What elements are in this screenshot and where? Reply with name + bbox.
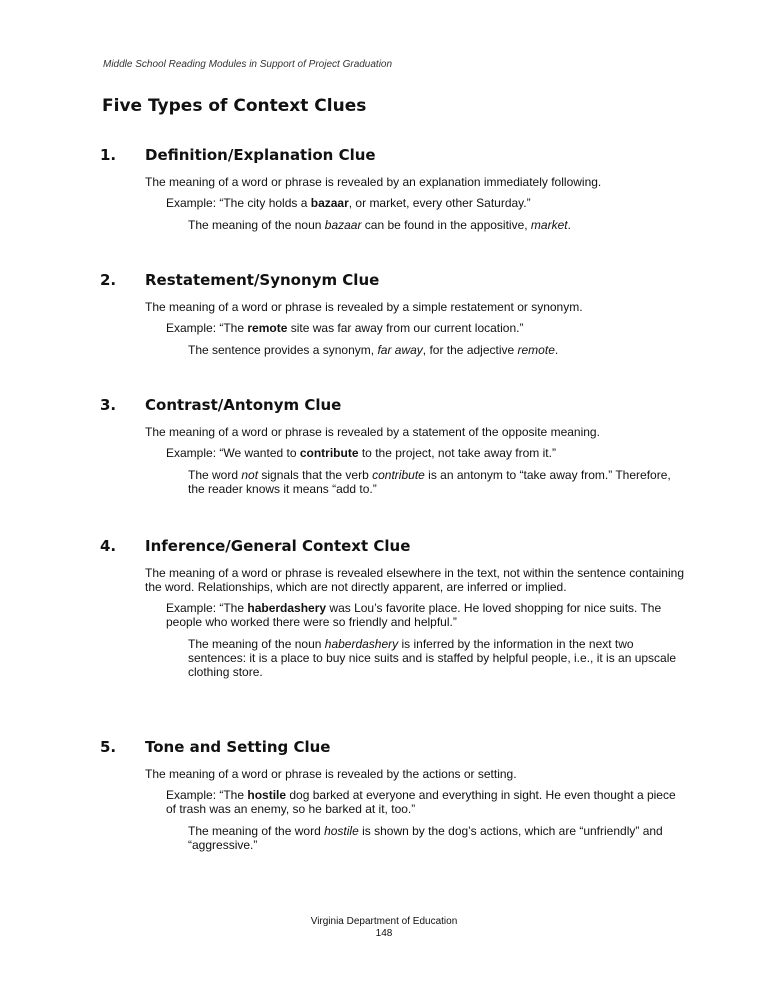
example-term: haberdashery bbox=[247, 601, 327, 615]
example-text: Example: “The bbox=[166, 788, 248, 802]
example-text: Example: “We wanted to bbox=[166, 446, 300, 460]
explanation-term: bazaar bbox=[324, 218, 362, 232]
clue-section bbox=[100, 146, 688, 232]
explanation-term: far away bbox=[377, 343, 423, 357]
example-text: Example: “The city holds a bbox=[166, 196, 311, 210]
explanation-text: The meaning of the word bbox=[188, 824, 325, 838]
clue-section bbox=[100, 537, 688, 679]
page-title: Five Types of Context Clues bbox=[102, 96, 367, 116]
running-header: Middle School Reading Modules in Support of Project Graduation bbox=[103, 59, 393, 70]
clue-heading-row bbox=[100, 271, 688, 289]
explanation-text: , for the adjective bbox=[422, 343, 518, 357]
clue-description: The meaning of a word or phrase is revealed by an explanation immediately following. bbox=[145, 175, 602, 189]
clue-heading-row bbox=[100, 738, 688, 756]
clue-heading-row bbox=[100, 146, 688, 164]
clue-number: 3. bbox=[100, 396, 117, 414]
clue-example bbox=[166, 321, 688, 335]
page-number: 148 bbox=[375, 928, 393, 939]
clue-number: 2. bbox=[100, 271, 117, 289]
explanation-text: is shown by the dog’s actions, which are “unfriendly” and “aggressive.” bbox=[188, 824, 663, 852]
clue-description: The meaning of a word or phrase is revealed by a simple restatement or synonym. bbox=[145, 300, 583, 314]
clue-heading: Definition/Explanation Clue bbox=[145, 146, 376, 164]
explanation-term: contribute bbox=[372, 468, 425, 482]
example-text: to the project, not take away from it.” bbox=[358, 446, 556, 460]
clue-description: The meaning of a word or phrase is revealed by the actions or setting. bbox=[145, 767, 517, 781]
explanation-text: signals that the verb bbox=[258, 468, 373, 482]
explanation-term: hostile bbox=[324, 824, 359, 838]
clue-example bbox=[166, 196, 688, 210]
explanation-text: The meaning of the noun bbox=[188, 218, 325, 232]
clue-description: The meaning of a word or phrase is revealed elsewhere in the text, not within the sentence containing the word. Relationships, which are not directly apparent, are inferred or implied. bbox=[145, 566, 684, 594]
explanation-term: market bbox=[530, 218, 568, 232]
clue-example bbox=[166, 446, 688, 460]
explanation-text: . bbox=[567, 218, 571, 232]
clue-explanation bbox=[188, 637, 688, 679]
clue-section bbox=[100, 738, 688, 852]
example-text: site was far away from our current location.” bbox=[287, 321, 524, 335]
clue-heading-row bbox=[100, 537, 688, 555]
explanation-term: haberdashery bbox=[324, 637, 399, 651]
clue-heading: Tone and Setting Clue bbox=[145, 738, 331, 756]
footer-organization: Virginia Department of Education bbox=[310, 916, 458, 927]
clue-section bbox=[100, 271, 688, 357]
clue-number: 4. bbox=[100, 537, 117, 555]
explanation-text: can be found in the appositive, bbox=[361, 218, 531, 232]
explanation-term: remote bbox=[517, 343, 555, 357]
explanation-text: The sentence provides a synonym, bbox=[188, 343, 378, 357]
explanation-text: . bbox=[554, 343, 559, 357]
clue-heading-row bbox=[100, 396, 688, 414]
example-term: remote bbox=[247, 321, 288, 335]
clue-explanation bbox=[188, 343, 688, 357]
clue-explanation bbox=[188, 824, 688, 852]
explanation-term: not bbox=[241, 468, 259, 482]
example-term: bazaar bbox=[310, 196, 349, 210]
explanation-text: The meaning of the noun bbox=[188, 637, 325, 651]
example-term: hostile bbox=[247, 788, 287, 802]
example-text: , or market, every other Saturday.” bbox=[348, 196, 531, 210]
example-text: Example: “The bbox=[166, 321, 248, 335]
example-text: dog barked at everyone and everything in sight. He even thought a piece of trash was an enemy, so he barked at it, too.” bbox=[166, 788, 676, 816]
clue-explanation bbox=[188, 468, 688, 496]
clue-number: 1. bbox=[100, 146, 117, 164]
clue-number: 5. bbox=[100, 738, 117, 756]
explanation-text: is an antonym to “take away from.” Therefore, the reader knows it means “add to.” bbox=[188, 468, 671, 496]
clue-explanation bbox=[188, 218, 688, 232]
clue-heading: Restatement/Synonym Clue bbox=[145, 271, 380, 289]
page-footer bbox=[0, 916, 768, 940]
example-text: was Lou’s favorite place. He loved shopping for nice suits. The people who worked there were so friendly and helpful.” bbox=[166, 601, 662, 629]
explanation-text: The word bbox=[188, 468, 242, 482]
example-text: Example: “The bbox=[166, 601, 248, 615]
clue-example bbox=[166, 601, 688, 629]
clue-description: The meaning of a word or phrase is revealed by a statement of the opposite meaning. bbox=[145, 425, 600, 439]
example-term: contribute bbox=[299, 446, 359, 460]
clue-heading: Inference/General Context Clue bbox=[145, 537, 411, 555]
clue-heading: Contrast/Antonym Clue bbox=[145, 396, 342, 414]
clue-section bbox=[100, 396, 688, 496]
explanation-text: is inferred by the information in the next two sentences: it is a place to buy nice suits and is staffed by helpful people, i.e., it is an upscale clothing store. bbox=[188, 637, 677, 679]
clue-example bbox=[166, 788, 688, 816]
